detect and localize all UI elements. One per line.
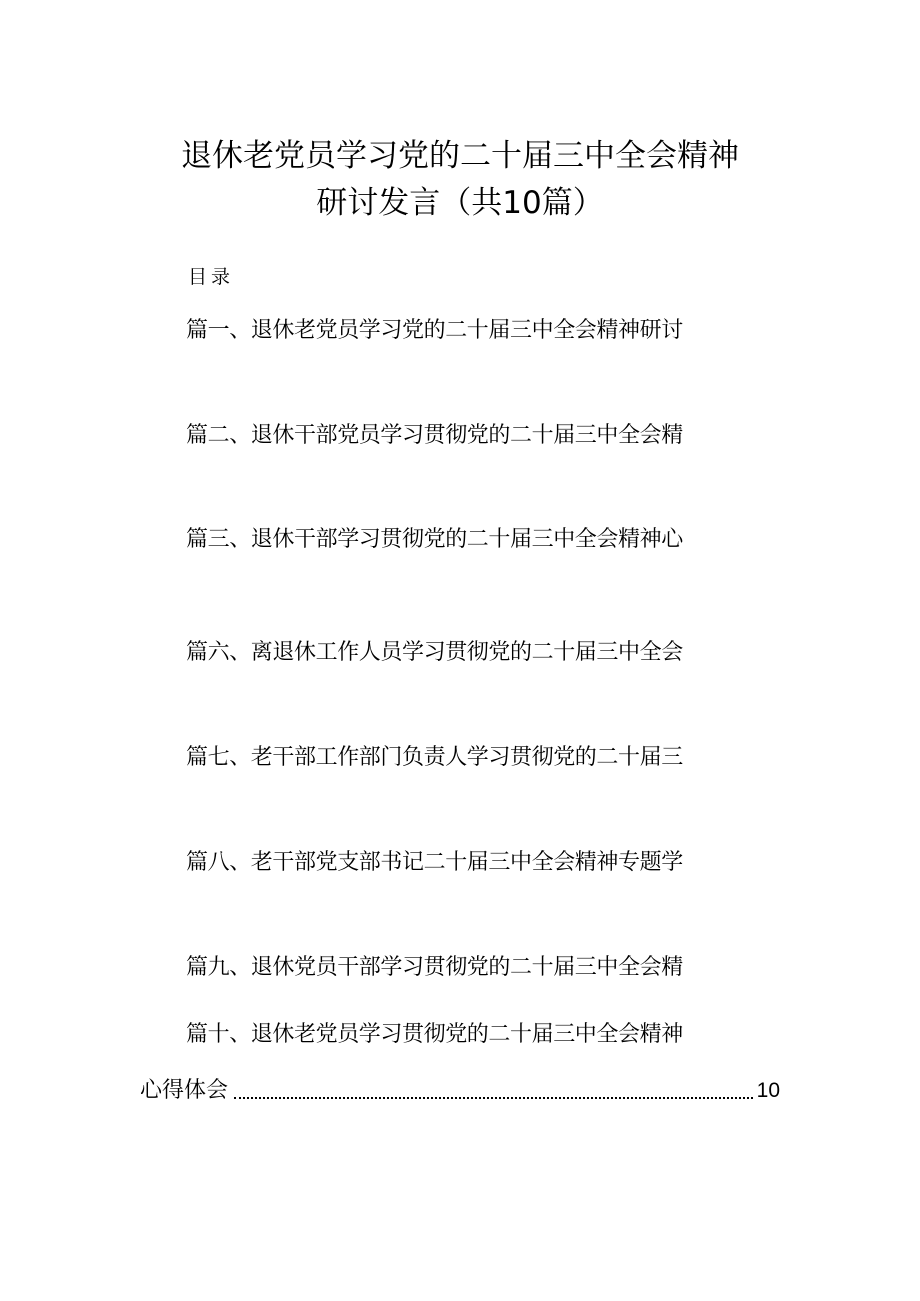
toc-item-10[interactable]: 篇十、退休老党员学习贯彻党的二十届三中全会精神 xyxy=(186,1022,683,1047)
toc-item-7[interactable]: 篇七、老干部工作部门负责人学习贯彻党的二十届三 xyxy=(186,745,683,770)
toc-dot-leader xyxy=(234,1097,753,1099)
toc-item-9[interactable]: 篇九、退休党员干部学习贯彻党的二十届三中全会精 xyxy=(186,955,683,980)
toc-item-3[interactable]: 篇三、退休干部学习贯彻党的二十届三中全会精神心 xyxy=(186,527,683,552)
toc-item-10-continuation[interactable] xyxy=(140,1076,780,1106)
toc-heading: 目录 xyxy=(188,266,235,288)
document-title-line-1: 退休老党员学习党的二十届三中全会精神 xyxy=(181,138,739,174)
document-title-line-2: 研讨发言（共10篇） xyxy=(316,185,604,221)
toc-item-1[interactable]: 篇一、退休老党员学习党的二十届三中全会精神研讨 xyxy=(186,318,683,343)
toc-item-6[interactable]: 篇六、离退休工作人员学习贯彻党的二十届三中全会 xyxy=(186,640,683,665)
toc-item-2[interactable]: 篇二、退休干部党员学习贯彻党的二十届三中全会精 xyxy=(186,423,683,448)
toc-item-10-continuation-text: 心得体会 xyxy=(140,1078,229,1103)
toc-page-number: 10 xyxy=(756,1079,780,1102)
toc-item-8[interactable]: 篇八、老干部党支部书记二十届三中全会精神专题学 xyxy=(186,850,683,875)
